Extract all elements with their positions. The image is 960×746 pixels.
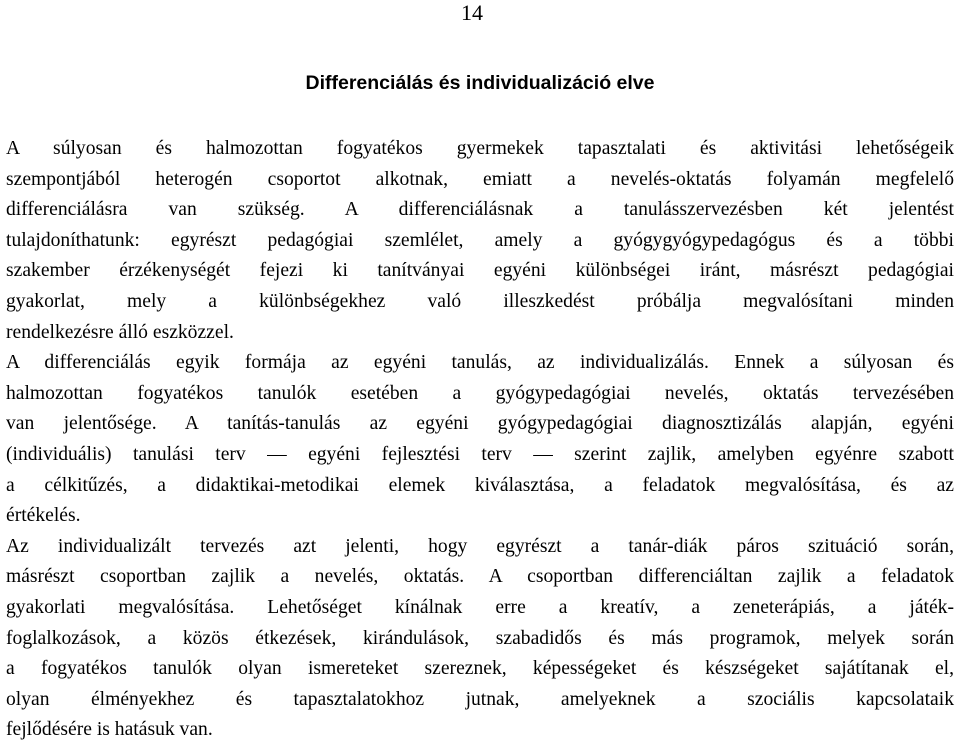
text-line: olyan élményekhez és tapasztalatokhoz jutnak, amelyeknek a szociális kapcsolataik xyxy=(6,688,954,710)
text-line: másrészt csoportban zajlik a nevelés, oktatás. A csoportban differenciáltan zajlik a feladatok xyxy=(6,566,954,588)
text-line: van jelentősége. A tanítás-tanulás az egyéni gyógypedagógiai diagnosztizálás alapján, egyéni xyxy=(6,413,954,435)
text-line: A súlyosan és halmozottan fogyatékos gyermekek tapasztalati és aktivitási lehetőségeik xyxy=(6,138,954,159)
text-line: gyakorlat, mely a különbségekhez való illeszkedést próbálja megvalósítani minden xyxy=(6,290,954,312)
text-line: rendelkezésre álló eszközzel. xyxy=(6,321,234,343)
text-line: gyakorlati megvalósítása. Lehetőséget kínálnak erre a kreatív, a zeneterápiás, a játék- xyxy=(6,596,954,618)
text-line: differenciálásra van szükség. A differenciálásnak a tanulásszervezésben két jelentést xyxy=(6,199,954,221)
text-line: tulajdoníthatunk: egyrészt pedagógiai szemlélet, amely a gyógygyógypedagógus és a többi xyxy=(6,229,954,251)
text-line: (individuális) tanulási terv — egyéni fejlesztési terv — szerint zajlik, amelyben egyénre szabott xyxy=(6,443,954,465)
page-number: 14 xyxy=(461,0,483,25)
body-text xyxy=(6,134,954,746)
text-line: Az individualizált tervezés azt jelenti, hogy egyrészt a tanár-diák páros szituáció során, xyxy=(6,535,954,557)
text-line: szempontjából heterogén csoportot alkotnak, emiatt a nevelés-oktatás folyamán megfelelő xyxy=(6,168,954,190)
text-line: szakember érzékenységét fejezi ki tanítványai egyéni különbségei iránt, másrészt pedagógiai xyxy=(6,260,954,282)
text-line: halmozottan fogyatékos tanulók esetében a gyógypedagógiai nevelés, oktatás tervezésében xyxy=(6,382,954,404)
paragraph xyxy=(6,348,954,532)
text-line: a fogyatékos tanulók olyan ismereteket szereznek, képességeket és készségeket sajátítanak el, xyxy=(6,658,954,680)
text-line: fejlődésére is hatásuk van. xyxy=(6,719,213,741)
text-line: értékelés. xyxy=(6,505,81,527)
paragraph xyxy=(6,134,954,348)
text-line: foglalkozások, a közös étkezések, kirándulások, szabadidős és más programok, melyek során xyxy=(6,627,954,649)
text-line: a célkitűzés, a didaktikai-metodikai elemek kiválasztása, a feladatok megvalósítása, és az xyxy=(6,474,954,496)
section-title: Differenciálás és individualizáció elve xyxy=(305,72,655,94)
text-line: A differenciálás egyik formája az egyéni tanulás, az individualizálás. Ennek a súlyosan és xyxy=(6,352,954,374)
